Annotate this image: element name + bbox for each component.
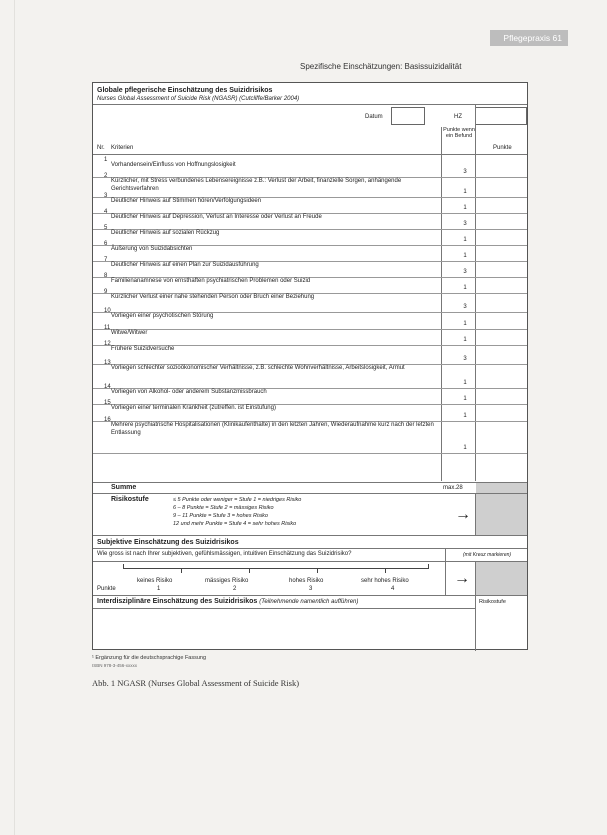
scale-label-4: sehr hohes Risiko [361, 578, 409, 584]
col-punkte: Punkte [493, 145, 512, 151]
footnote-2: ISBN 978-3-456-xxxxx [92, 663, 138, 668]
criteria-points: 1 [463, 413, 467, 419]
date-label: Datum [365, 114, 383, 120]
criteria-text: Vorliegen einer psychotischen Störung [111, 313, 214, 319]
col-nr: Nr. [97, 145, 105, 151]
criteria-score-cell[interactable] [476, 197, 527, 213]
form-subtitle: Nurses Global Assessment of Suicide Risk (NGASR) (Cutcliffe/Barker 2004) [97, 96, 300, 102]
scale-points-label: Punkte [97, 586, 116, 592]
criteria-points: 3 [463, 221, 467, 227]
subjective-risk-field[interactable] [476, 562, 527, 595]
criteria-score-cell[interactable] [476, 404, 527, 421]
criteria-number: 7 [104, 257, 108, 263]
scale-point-3: 3 [309, 586, 313, 592]
criteria-score-cell[interactable] [476, 364, 527, 388]
criteria-text: Mehrere psychiatrische Hospitalisationen (Klinikaufenthalte) in den letzten Jahren, Wiederaufnahme kurz nach der letzten Entlassung [111, 422, 434, 436]
criteria-score-cell[interactable] [476, 312, 527, 329]
risiko-scale: ≤ 5 Punkte oder weniger = Stufe 1 = niedriges Risiko 6 – 8 Punkte = Stufe 2 = mässiges Risiko 9 – 11 Punkte = Stufe 3 = hohes Risiko 12 und mehr Punkte = Stufe 4 = sehr hohes Risiko [173, 497, 302, 527]
subjective-question: Wie gross ist nach Ihrer subjektiven, gefühlsmässigen, intuitiven Einschätzung das Suizidrisiko? [97, 551, 352, 557]
criteria-text: Kürzlicher, mit Stress verbundenes Lebensereignisse z.B.: Verlust der Arbeit, finanzielle Sorgen, anhängende Gerichtsverfahren [111, 178, 402, 192]
criteria-text: Deutlicher Hinweis auf sozialen Rückzug [111, 230, 220, 236]
criteria-row [93, 289, 529, 312]
criteria-row [93, 257, 529, 277]
interdisciplinary-risk-label: Risikostufe [479, 599, 506, 605]
page-header-tab: Pflegepraxis 61 [490, 30, 568, 46]
criteria-number: 1 [104, 157, 108, 163]
criteria-row [93, 341, 529, 364]
criteria-number: 4 [104, 209, 108, 215]
criteria-points: 3 [463, 269, 467, 275]
form-title: Globale pflegerische Einschätzung des Suizidrisikos [97, 87, 273, 94]
criteria-text: Vorliegen von Alkohol- oder anderem Substanzmissbrauch [111, 389, 267, 395]
risk-scale-line[interactable] [123, 568, 429, 569]
figure-caption: Abb. 1 NGASR (Nurses Global Assessment of Suicide Risk) [92, 678, 300, 688]
interdisciplinary-title: Interdisziplinäre Einschätzung des Suizidrisikos (Teilnehmende namentlich aufführen) [97, 598, 359, 605]
criteria-row [93, 400, 529, 421]
criteria-score-cell[interactable] [476, 329, 527, 345]
section-title: Spezifische Einschätzungen: Basissuizidalität [300, 62, 462, 71]
criteria-score-cell[interactable] [476, 277, 527, 293]
criteria-points: 3 [463, 304, 467, 310]
hz-field[interactable] [475, 107, 527, 125]
criteria-points: 1 [463, 285, 467, 291]
criteria-number: 5 [104, 225, 108, 231]
criteria-score-cell[interactable] [476, 161, 527, 177]
criteria-score-cell[interactable] [476, 177, 527, 197]
criteria-row [93, 241, 529, 261]
summe-max: max.28 [443, 485, 463, 491]
risikostufe-field[interactable] [476, 494, 527, 535]
criteria-points: 1 [463, 396, 467, 402]
criteria-row [93, 173, 529, 197]
criteria-row [93, 360, 529, 388]
interdisciplinary-notes[interactable] [97, 611, 471, 647]
criteria-number: 9 [104, 289, 108, 295]
criteria-number: 16 [104, 417, 111, 423]
criteria-row [93, 417, 529, 453]
risiko-label: Risikostufe [111, 496, 149, 503]
criteria-text: Familienanamnese von ernsthaften psychiatrischen Problemen oder Suizid [111, 278, 311, 284]
scale-label-1: keines Risiko [137, 578, 173, 584]
scale-point-2: 2 [233, 586, 237, 592]
criteria-number: 14 [104, 384, 111, 390]
arrow-right-icon: → [454, 570, 470, 587]
summe-label: Summe [111, 484, 137, 491]
criteria-points: 1 [463, 205, 467, 211]
subjective-hint: (mit Kreuz markieren) [463, 552, 512, 558]
criteria-score-cell[interactable] [476, 421, 527, 453]
col-points-if: Punkte wenn ein Befund [443, 127, 475, 139]
footnote-1: ¹ Ergänzung für die deutschsprachige Fassung [92, 655, 207, 661]
criteria-number: 8 [104, 273, 108, 279]
criteria-row [93, 273, 529, 293]
criteria-number: 13 [104, 360, 111, 366]
criteria-text: Witwe/Witwer [111, 330, 148, 336]
criteria-points: 1 [463, 337, 467, 343]
criteria-points: 1 [463, 445, 467, 451]
subjective-title: Subjektive Einschätzung des Suizidrisikos [97, 539, 239, 546]
criteria-points: 1 [463, 189, 467, 195]
criteria-number: 15 [104, 400, 111, 406]
criteria-text: Deutlicher Hinweis auf Stimmen hören/Verfolgungsideen [111, 198, 262, 204]
criteria-score-cell[interactable] [476, 245, 527, 261]
criteria-score-cell[interactable] [476, 229, 527, 245]
criteria-points: 3 [463, 169, 467, 175]
ngasr-form [92, 82, 528, 650]
criteria-row [93, 325, 529, 345]
criteria-score-cell[interactable] [476, 213, 527, 229]
criteria-score-cell[interactable] [476, 345, 527, 364]
criteria-number: 12 [104, 341, 111, 347]
criteria-score-cell[interactable] [476, 388, 527, 404]
criteria-score-cell[interactable] [476, 261, 527, 277]
criteria-text: Vorhandensein/Einfluss von Hoffnungslosigkeit [111, 162, 236, 168]
arrow-right-icon: → [455, 506, 471, 523]
criteria-points: 1 [463, 321, 467, 327]
scale-point-1: 1 [157, 586, 161, 592]
criteria-points: 1 [463, 253, 467, 259]
criteria-number: 11 [104, 325, 111, 331]
date-field[interactable] [391, 107, 425, 125]
criteria-score-cell[interactable] [476, 293, 527, 312]
criteria-text: Vorliegen einer terminalen Krankheit (zutreffen. ist Einstufung) [111, 405, 276, 411]
criteria-number: 6 [104, 241, 108, 247]
hz-label: HZ [454, 114, 462, 120]
criteria-number: 10 [104, 308, 111, 314]
summe-field[interactable] [476, 483, 527, 493]
criteria-row [93, 157, 529, 177]
scale-label-3: hohes Risiko [289, 578, 324, 584]
criteria-points: 3 [463, 356, 467, 362]
page-edge [14, 0, 15, 835]
criteria-points: 1 [463, 237, 467, 243]
criteria-row [93, 193, 529, 213]
criteria-row [93, 308, 529, 329]
criteria-text: Äußerung von Suizidabsichten [111, 246, 193, 252]
criteria-text: Kürzlicher Verlust einer nahe stehenden Person oder Bruch einer Beziehung [111, 294, 315, 300]
criteria-number: 3 [104, 193, 108, 199]
criteria-points: 1 [463, 380, 467, 386]
criteria-row [93, 384, 529, 404]
scale-label-2: mässiges Risiko [205, 578, 249, 584]
criteria-text: Vorliegen schlechter sozioökonomischer Verhältnisse, z.B. schlechte Wohnverhältnisse, Arbeitslosigkeit, Armut [111, 365, 405, 371]
criteria-row [93, 225, 529, 245]
criteria-row [93, 209, 529, 229]
criteria-text: Deutlicher Hinweis auf Depression, Verlust an Interesse oder Verlust an Freude [111, 214, 322, 220]
criteria-number: 2 [104, 173, 108, 179]
criteria-text: Deutlicher Hinweis auf einen Plan zur Suizidausführung [111, 262, 259, 268]
scale-point-4: 4 [391, 586, 395, 592]
criteria-text: Frühere Suizidversuche [111, 346, 175, 352]
col-criteria: Kriterien [111, 145, 134, 151]
